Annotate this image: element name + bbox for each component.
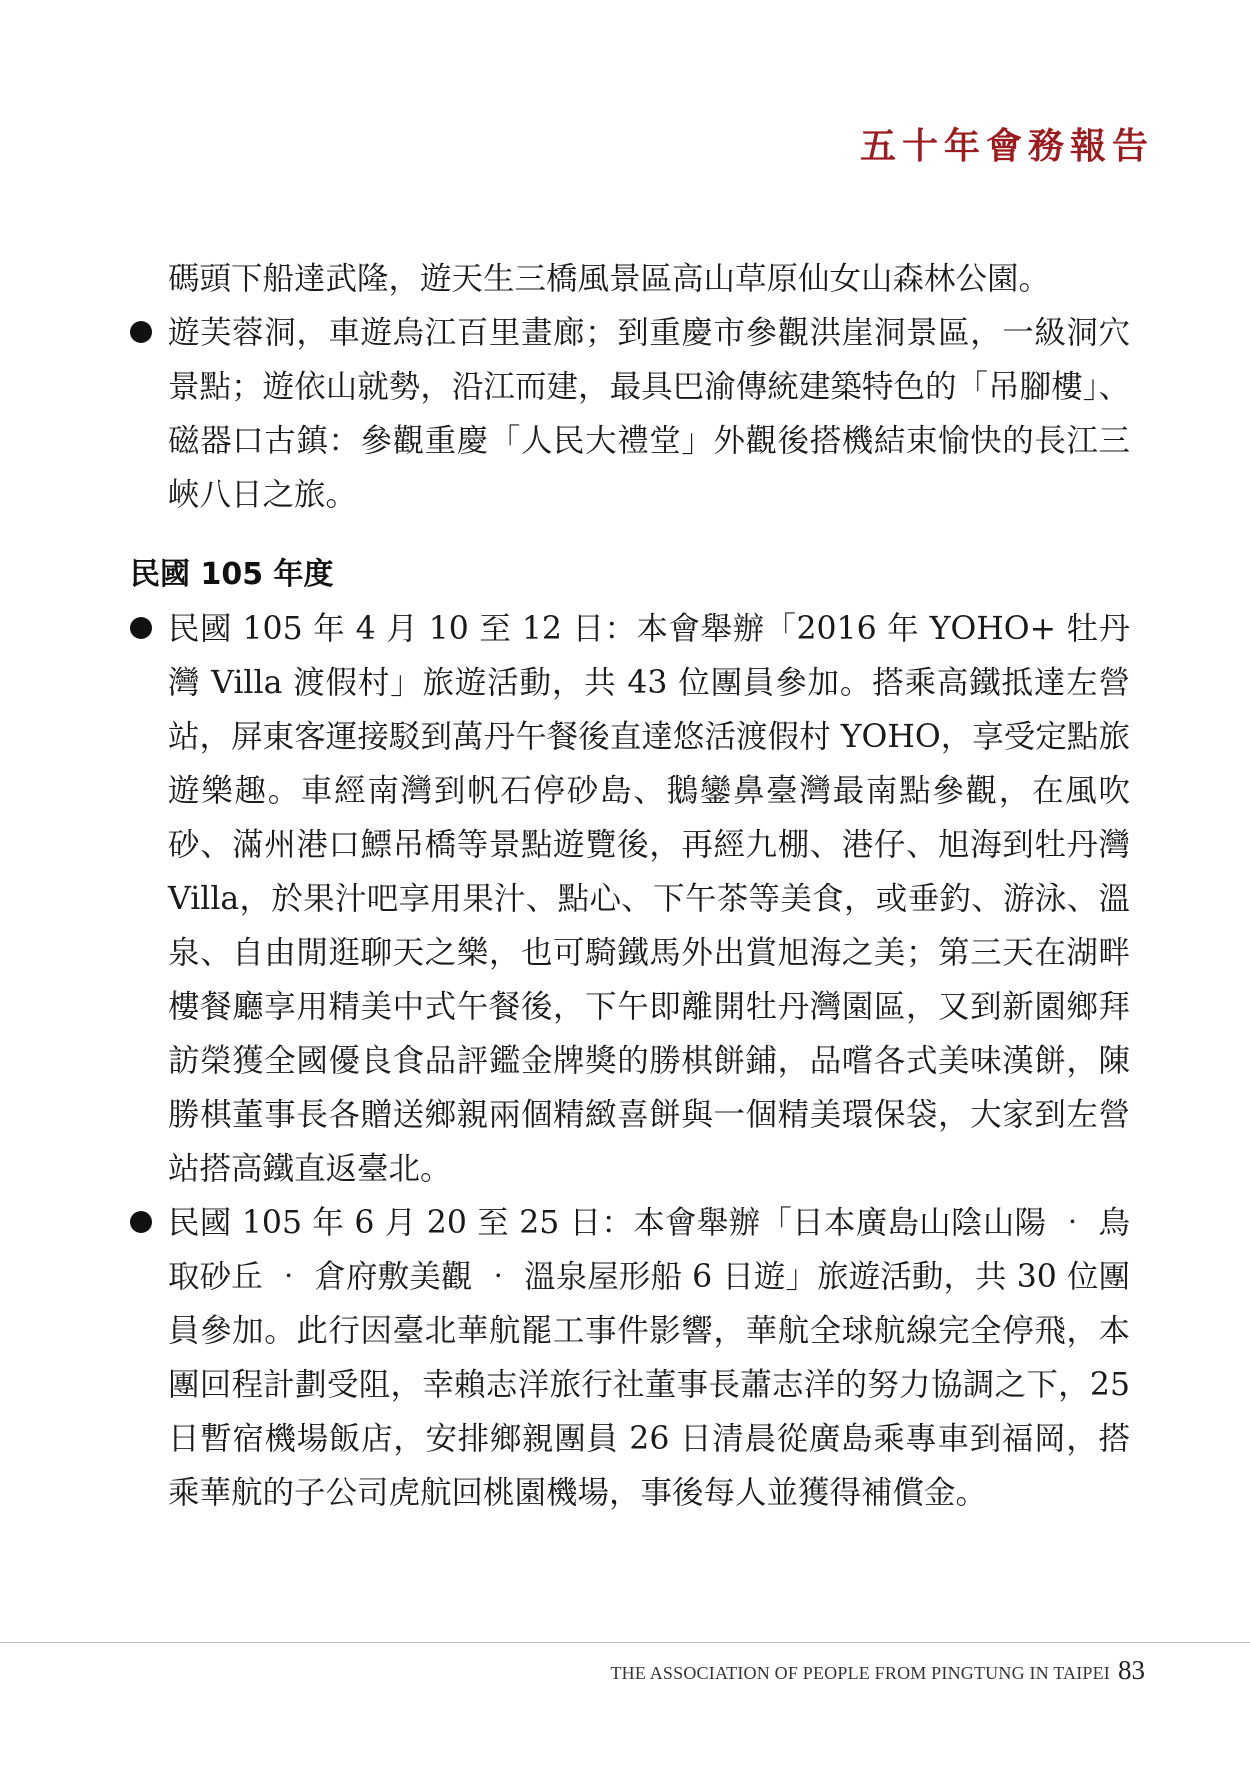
footer-running-text: THE ASSOCIATION OF PEOPLE FROM PINGTUNG IN TAIPEI — [610, 1663, 1110, 1683]
page-number: 83 — [1118, 1655, 1145, 1685]
bullet-icon — [130, 1211, 152, 1233]
list-item — [130, 602, 1130, 1196]
running-header-title: 五十年會務報告 — [860, 125, 1155, 167]
bullet-icon — [130, 617, 152, 639]
list-item — [130, 306, 1130, 522]
bullet-icon — [130, 321, 152, 343]
list-item-text: 民國 105 年 4 月 10 至 12 日：本會舉辦「2016 年 YOHO+ 牡丹灣 Villa 渡假村」旅遊活動，共 43 位團員參加。搭乘高鐵抵達左營站，屏東客運接駁到萬丹午餐後直達悠活渡假村 YOHO，享受定點旅遊樂趣。車經南灣到帆石停砂島、鵝鑾鼻臺灣最南點參觀，在風吹砂、滿州港口鰾吊橋等景點遊覽後，再經九棚、港仔、旭海到牡丹灣 Villa，於果汁吧享用果汁、點心、下午茶等美食，或垂釣、游泳、溫泉、自由閒逛聊天之樂，也可騎鐵馬外出賞旭海之美；第三天在湖畔樓餐廳享用精美中式午餐後，下午即離開牡丹灣園區，又到新園鄉拜訪榮獲全國優良食品評鑑金牌獎的勝棋餅鋪，品嚐各式美味漢餅，陳勝棋董事長各贈送鄉親兩個精緻喜餅與一個精美環保袋，大家到左營站搭高鐵直返臺北。 — [168, 611, 1130, 1187]
continuation-paragraph: 碼頭下船達武隆，遊天生三橋風景區高山草原仙女山森林公園。 — [168, 261, 1051, 297]
list-item-text: 民國 105 年 6 月 20 至 25 日：本會舉辦「日本廣島山陰山陽 ‧ 鳥取砂丘 ‧ 倉府敷美觀 ‧ 溫泉屋形船 6 日遊」旅遊活動，共 30 位團員參加。此行因臺北華航罷工事件影響，華航全球航線完全停飛，本團回程計劃受阻，幸賴志洋旅行社董事長蕭志洋的努力協調之下，25 日暫宿機場飯店，安排鄉親團員 26 日清晨從廣島乘專車到福岡，搭乘華航的子公司虎航回桃園機場，事後每人並獲得補償金。 — [168, 1205, 1130, 1511]
section-heading: 民國 105 年度 — [130, 557, 334, 592]
list-item — [130, 1196, 1130, 1520]
list-item-text: 遊芙蓉洞，車遊烏江百里畫廊；到重慶市參觀洪崖洞景區，一級洞穴景點；遊依山就勢，沿江而建，最具巴渝傳統建築特色的「吊腳樓」、磁器口古鎮：參觀重慶「人民大禮堂」外觀後搭機結束愉快的長江三峽八日之旅。 — [168, 315, 1130, 513]
footer-divider — [0, 1642, 1250, 1643]
page-body — [130, 252, 1130, 1520]
